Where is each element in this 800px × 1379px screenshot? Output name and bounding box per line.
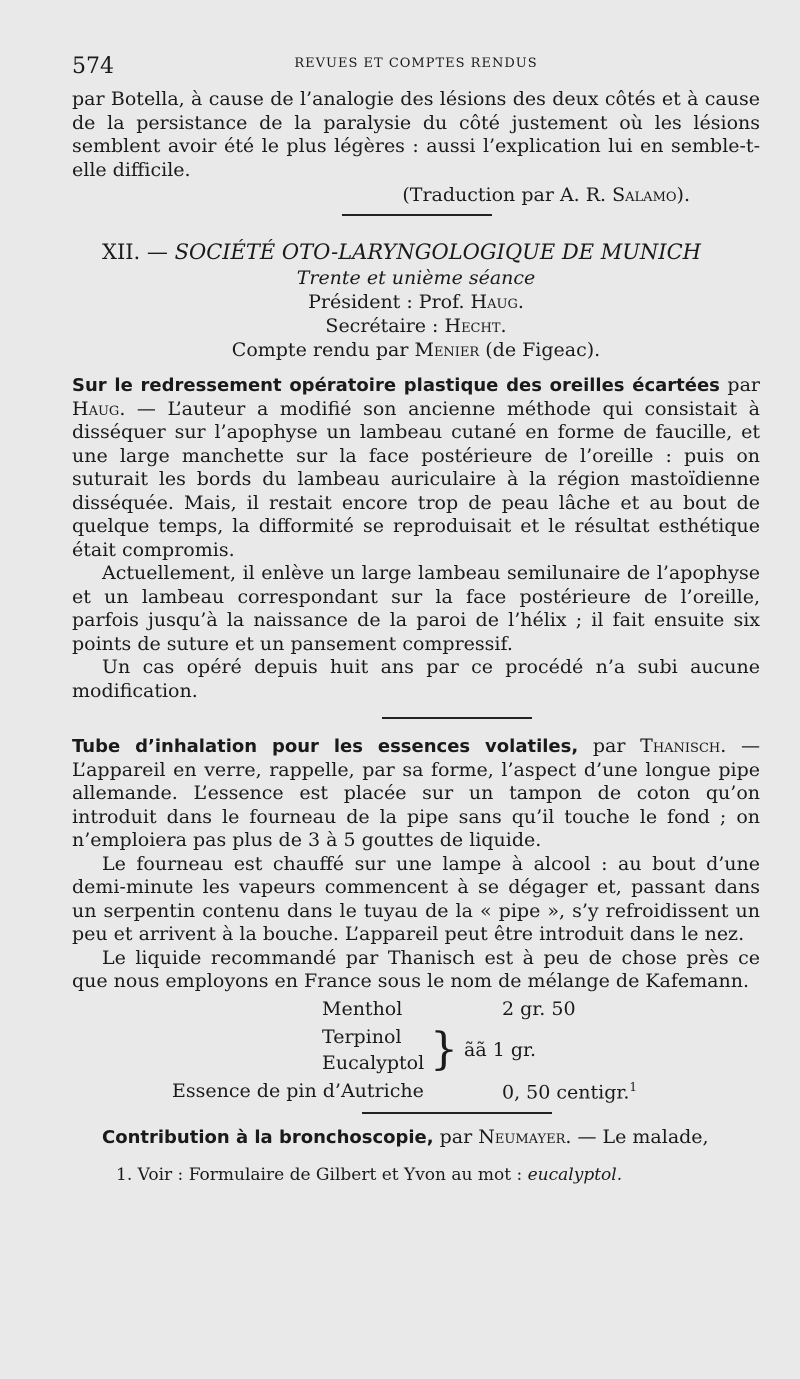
formula-block [72,998,760,1106]
formula-pin-value: 0, 50 centigr.$^1$ [502,1079,638,1103]
formula-menthol-label: Menthol [322,997,403,1020]
article-ears-paragraph-3: Un cas opéré depuis huit ans par ce procédé n’a subi aucune modification. [72,656,760,702]
translator-name: Salamo [612,184,677,206]
intro-paragraph: par Botella, à cause de l’analogie des lésions des deux côtés et à cause de la persistance de la paralysie du côté justement où les lésions semblent avoir été le plus légères : aussi l’explication lui en semble-t-elle difficile. [72,88,760,181]
article-ears-author: Haug [72,397,120,420]
article-tube-paragraph-3: Le liquide recommandé par Thanisch est à peu de chose près ce que nous employons en France sous le nom de mélange de Kafemann. [72,946,760,992]
running-title: REVUES ET COMPTES RENDUS [294,56,538,71]
secretary-line: Secrétaire : Hecht. [325,315,507,337]
article-tube-title: Tube d’inhalation pour les essences volatiles, [72,736,579,757]
formula-brace: } [430,1023,458,1075]
formula-terpinol-label: Terpinol [322,1025,402,1048]
article-tube-paragraph: Tube d’inhalation pour les essences volatiles, par Thanisch. — L’appareil en verre, rappelle, par sa forme, l’aspect d’une longue pipe allemande. L’essence est placée sur un tampon de coton qu’on introduit dans le fourneau de la pipe sans qu’il touche le fond ; on n’emploiera pas plus de 3 à 5 gouttes de liquide. [72,735,760,851]
section-divider [342,214,492,216]
formula-eucalyptol-label: Eucalyptol [322,1051,425,1074]
section-title: SOCIÉTÉ OTO-LARYNGOLOGIQUE DE MUNICH [174,240,701,264]
report-line: Compte rendu par Menier (de Figeac). [231,339,601,361]
session-title: Trente et unième séance [296,267,536,289]
article-divider [382,717,532,719]
formula-divider [362,1112,552,1114]
formula-pin-label: Essence de pin d’Autriche [172,1079,424,1102]
article-tube-paragraph-2: Le fourneau est chauffé sur une lampe à alcool : au bout d’une demi-minute les vapeurs commencent à se dégager et, passant dans un serpentin contenu dans le tuyau de la « pipe », s’y refroidissent un peu et arrivent à la bouche. L’appareil peut être introduit dans le nez. [72,852,760,945]
formula-menthol-value: 2 gr. 50 [502,997,576,1020]
article-ears-paragraph-2: Actuellement, il enlève un large lambeau semilunaire de l’apophyse et un lambeau correspondant sur la face postérieure de l’oreille, parfois jusqu’à la naissance de la paroi de l’hélix ; il fait ensuite six points de suture et un pansement compressif. [72,562,760,655]
page-number: 574 [72,54,114,79]
formula-shared-value: ãã 1 gr. [464,1038,537,1061]
article-bronchoscopy-title: Contribution à la bronchoscopie, [102,1126,434,1148]
article-tube-author: Thanisch [640,735,721,757]
section-heading [72,240,760,264]
footnote-number: 1. [116,1165,133,1185]
president-line: Président : Prof. Haug. [308,291,524,313]
translation-credit: (Traduction par A. R. Salamo). [402,184,690,206]
article-ears-title: Sur le redressement opératoire plastique des oreilles écartées [72,375,720,396]
article-bronchoscopy-author: Neumayer [478,1125,566,1148]
page-header [72,48,760,88]
article-ears-paragraph: Sur le redressement opératoire plastique des oreilles écartées par Haug. — L’auteur a modifié son ancienne méthode qui consistait à disséquer sur l’apophyse un lambeau cutané en forme de faucille, et une large manchette sur la face postérieure de l’oreille : puis on suturait les bords du lambeau auriculaire à la région mastoïdienne disséquée. Mais, il restait encore trop de peau lâche et au bout de quelque temps, la difformité se reproduisait et le résultat esthétique était compromis. [72,374,760,561]
section-number: XII. — [102,240,168,264]
footnote-reference: 1 [629,1079,638,1094]
footnote: 1. Voir : Formulaire de Gilbert et Yvon au mot : eucalyptol. [116,1165,623,1185]
article-bronchoscopy-paragraph: Contribution à la bronchoscopie, par Neumayer. — Le malade, [102,1125,709,1148]
footnote-term: eucalyptol. [527,1165,623,1185]
